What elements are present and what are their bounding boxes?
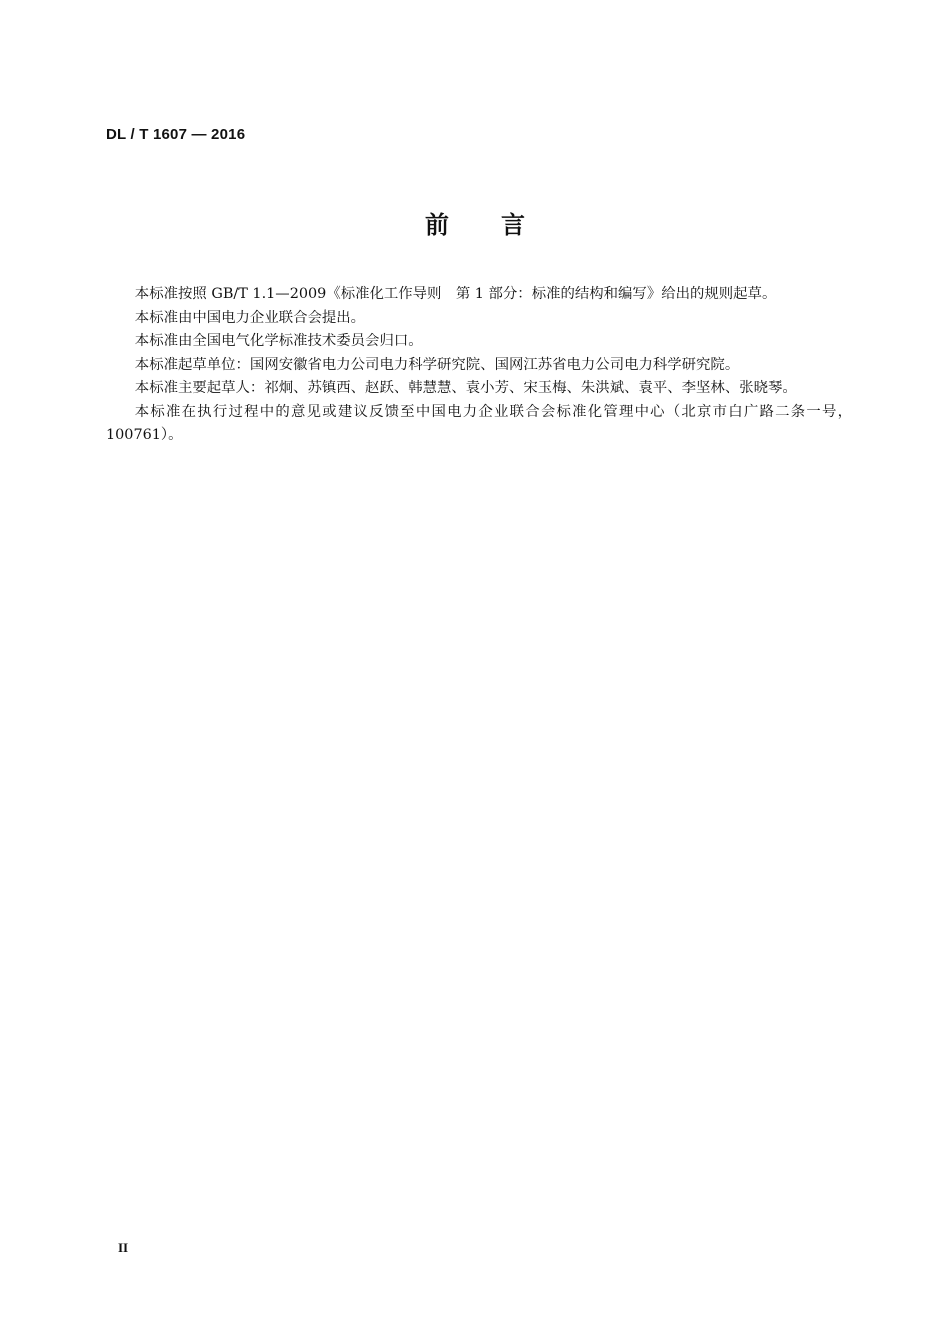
paragraph-drafting-rules: 本标准按照 GB/T 1.1—2009《标准化工作导则 第 1 部分：标准的结构和编写》给出的规则起草。: [134, 286, 777, 302]
standard-code: DL / T 1607 — 2016: [106, 126, 246, 143]
foreword-body: [106, 283, 852, 448]
page-title: 前言: [425, 211, 577, 239]
paragraph-responsible-committee: 本标准由全国电气化学标准技术委员会归口。: [134, 333, 423, 349]
paragraph-drafting-units: 本标准起草单位：国网安徽省电力公司电力科学研究院、国网江苏省电力公司电力科学研究院。: [134, 356, 740, 373]
page-number: II: [118, 1240, 129, 1255]
paragraph-proposed-by: 本标准由中国电力企业联合会提出。: [134, 309, 366, 326]
paragraph-feedback: 本标准在执行过程中的意见或建议反馈至中国电力企业联合会标准化管理中心（北京市白广路二条一号，100761）。: [106, 403, 852, 443]
paragraph-drafters: 本标准主要起草人：祁炯、苏镇西、赵跃、韩慧慧、袁小芳、宋玉梅、朱洪斌、袁平、李坚林、张晓琴。: [134, 380, 797, 396]
